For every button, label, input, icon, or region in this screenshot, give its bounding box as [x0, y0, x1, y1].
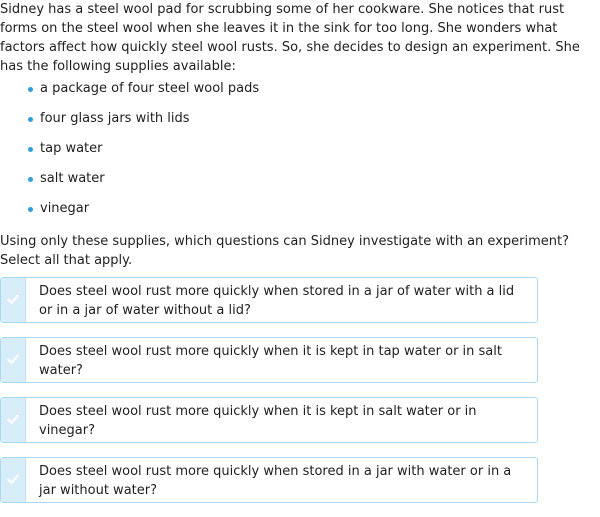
checkmark-icon: [7, 414, 19, 425]
answer-option-label: Does steel wool rust more quickly when it is kept in tap water or in salt water?: [39, 344, 502, 378]
checkmark-icon: [7, 354, 19, 365]
list-item: [0, 199, 600, 229]
bullet-icon: [28, 117, 33, 122]
checkbox[interactable]: [1, 338, 26, 382]
answer-options: [0, 277, 538, 517]
answer-option-2[interactable]: [0, 337, 538, 383]
supply-label: salt water: [40, 171, 105, 186]
list-item: [0, 169, 600, 199]
bullet-icon: [28, 177, 33, 182]
question-intro: Sidney has a steel wool pad for scrubbing some of her cookware. She notices that rust forms on the steel wool when she leaves it in the sink for too long. She wonders what factors affect how quickly steel wool rusts. So, she decides to design an experiment. She has the following supplies available:: [0, 2, 580, 74]
bullet-icon: [28, 207, 33, 212]
list-item: [0, 109, 600, 139]
checkmark-icon: [7, 294, 19, 305]
bullet-icon: [28, 87, 33, 92]
checkbox[interactable]: [1, 398, 26, 442]
checkbox[interactable]: [1, 458, 26, 502]
checkmark-icon: [7, 474, 19, 485]
checkbox[interactable]: [1, 278, 26, 322]
supply-label: vinegar: [40, 201, 90, 216]
answer-option-4[interactable]: [0, 457, 538, 503]
answer-option-label: Does steel wool rust more quickly when stored in a jar with water or in a jar without water?: [39, 464, 512, 498]
answer-option-1[interactable]: [0, 277, 538, 323]
supply-label: tap water: [40, 141, 103, 156]
list-item: [0, 139, 600, 169]
supplies-list: [0, 79, 600, 229]
supply-label: a package of four steel wool pads: [40, 81, 260, 96]
answer-option-label: Does steel wool rust more quickly when stored in a jar of water with a lid or in a jar of water without a lid?: [39, 284, 515, 318]
answer-option-label: Does steel wool rust more quickly when it is kept in salt water or in vinegar?: [39, 404, 477, 438]
bullet-icon: [28, 147, 33, 152]
question-prompt: Using only these supplies, which questions can Sidney investigate with an experiment? Select all that apply.: [0, 234, 569, 268]
answer-option-3[interactable]: [0, 397, 538, 443]
supply-label: four glass jars with lids: [40, 111, 190, 126]
list-item: [0, 79, 600, 109]
